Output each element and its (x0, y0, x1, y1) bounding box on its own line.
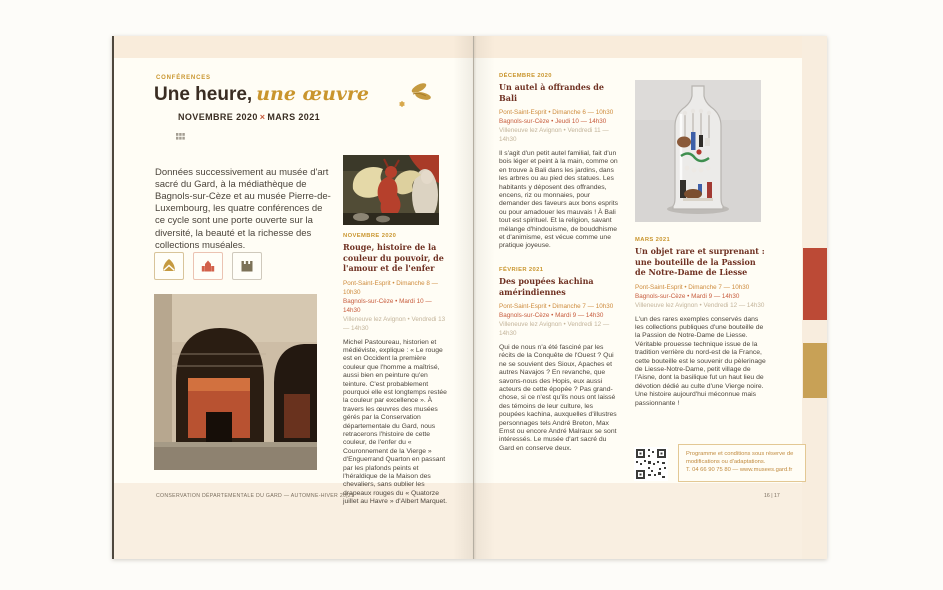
venue-badge-pont-saint-esprit (154, 252, 184, 280)
date-range (178, 112, 320, 122)
venue-badge-bagnols (193, 252, 223, 280)
castle-icon (239, 258, 255, 274)
center-fold-shadow (453, 36, 495, 559)
venue-badge-villeneuve (232, 252, 262, 280)
chapter-tab-gold (803, 343, 827, 398)
passion-bottle-photo (635, 80, 761, 222)
mitre-icon (161, 258, 177, 274)
chapter-tab-red (803, 248, 827, 320)
session-line: Bagnols-sur-Cèze • Jeudi 10 — 14h30 (499, 118, 607, 125)
date-range-start: NOVEMBRE 2020 (178, 112, 258, 122)
page-numbers: 16 | 17 (764, 493, 780, 499)
event-title: Des poupées kachina amérindiennes (499, 276, 594, 297)
session-line: Pont-Saint-Esprit • Dimanche 6 — 10h30 (499, 109, 614, 116)
session-line: Bagnols-sur-Cèze • Mardi 9 — 14h30 (635, 292, 740, 300)
qr-code (634, 447, 668, 481)
courtyard-photo (154, 294, 317, 470)
event-title: Rouge, histoire de la couleur du pouvoir, de l'amour et de l'enfer (343, 242, 444, 273)
leaves-icon (395, 80, 431, 112)
event-body: L'un des rares exemples conservés dans les collections publiques d'une bouteille de la Passion de Notre-Dame de Liesse. Véritable prouesse technique issue de la tradition verrière du nord-est de la France, cette bouteille est le souvenir du pèlerinage de Liesse-Notre-Dame, petit village de l'Aisne, dont la basilique fut un haut lieu de dévotion dédié au culte d'une Vierge noire. Une histoire aujourd'hui méconnue mais passionnante ! (635, 315, 766, 407)
session-line: Villeneuve lez Avignon • Vendredi 12 — 14h30 (635, 301, 765, 309)
session-line: Villeneuve lez Avignon • Vendredi 11 — 14h30 (499, 127, 609, 143)
page-title-main: Une heure, (154, 84, 253, 105)
page-title (154, 83, 369, 106)
event-title: Un autel à offrandes de Bali (499, 82, 604, 103)
event-month: NOVEMBRE 2020 (343, 233, 397, 239)
chapel-icon (200, 258, 216, 274)
date-range-end: MARS 2021 (267, 112, 321, 122)
conditions-text: Programme et conditions sous réserve de modifications ou d'adaptations. (686, 451, 794, 465)
session-line: Pont-Saint-Esprit • Dimanche 7 — 10h30 (635, 283, 750, 291)
section-kicker: CONFÉRENCES (156, 75, 211, 81)
event-sessions (499, 302, 620, 338)
event-body: Michel Pastoureau, historien et médiéviste, explique : « Le rouge est en Occident la première couleur que l'homme a maîtrisé, aussi bien en peinture qu'en teinture. C'est probablement pourquoi elle est longtemps restée la couleur par excellence ». À travers les œuvres des musées gérés par la Conservation départementale du Gard, nous retracerons l'histoire de cette couleur, de l'enfer du « Couronnement de la Vierge » d'Enguerrand Quarton en passant par les plafonds peints et l'héraldique de la Maison des chevaliers, sans oublier les drapeaux rouges du « Quatorze juillet au Havre » d'Albert Marquet. (343, 338, 448, 506)
grid-icon (176, 133, 185, 140)
page-title-accent: une œuvre (256, 83, 370, 105)
event-month: MARS 2021 (635, 237, 671, 243)
session-line: Bagnols-sur-Cèze • Mardi 9 — 14h30 (499, 312, 604, 319)
painting-image-devil-detail (343, 155, 439, 225)
session-line: Pont-Saint-Esprit • Dimanche 7 — 10h30 (499, 303, 614, 310)
event-mars (635, 237, 768, 408)
session-line: Villeneuve lez Avignon • Vendredi 12 — 14h30 (499, 321, 610, 337)
event-sessions (499, 108, 620, 144)
venue-badges (154, 252, 262, 280)
event-decembre (499, 73, 620, 251)
session-line: Bagnols-sur-Cèze • Mardi 10 — 14h30 (343, 297, 432, 314)
event-body: Il s'agit d'un petit autel familial, fait d'un bois léger et peint à la main, comme on en trouve à Bali dans les jardins, dans les arbres ou au pied des statues. Les habitants y déposent des offrandes, encens, riz ou monnaies, pour demander des faveurs aux bons esprits ou pour amadouer les mauvais ! À Bali tout est spirituel. Et la religion, savant mélange d'hindouisme, de bouddhisme et d'animisme, est vécue comme une pratique joyeuse. (499, 150, 619, 250)
magazine-spread-page (112, 36, 827, 559)
footer-publication-line: CONSERVATION DÉPARTEMENTALE DU GARD — AUTOMNE-HIVER 20|21 (156, 493, 355, 499)
event-sessions (343, 279, 449, 333)
conditions-notice-box (678, 444, 806, 482)
event-fevrier (499, 267, 620, 453)
conditions-contact: T. 04 66 90 75 80 — www.musees.gard.fr (686, 467, 793, 473)
event-novembre (343, 233, 449, 507)
event-body: Qui de nous n'a été fasciné par les récits de la Conquête de l'Ouest ? Qui ne se souvient des Sioux, Apaches et autres Navajos ? En revanche, que savons-nous des Hopis, eux aussi acteurs de cette épopée ? Pas grand-chose, si ce n'est qu'ils nous ont laissé des témoins de leur culture, les poupées kachina, auxquelles d'illustres personnages tels André Breton, Max Ernst ou encore André Malraux se sont intéressés. Le musée d'art sacré du Gard en conserve deux. (499, 344, 617, 452)
event-month: DÉCEMBRE 2020 (499, 73, 552, 79)
center-fold-line (473, 36, 474, 559)
session-line: Villeneuve lez Avignon • Vendredi 13 — 14h30 (343, 315, 446, 332)
date-range-separator: × (259, 112, 266, 122)
event-title: Un objet rare et surprenant : une bouteille de la Passion de Notre-Dame de Liesse (635, 246, 765, 277)
event-sessions (635, 283, 768, 310)
intro-paragraph: Données successivement au musée d'art sacré du Gard, à la médiathèque de Bagnols-sur-Cèze et au musée Pierre-de-Luxembourg, les quatre conférences de ce cycle sont une porte ouverte sur la diversité, la beauté et la richesse des collections muséales. (155, 166, 331, 251)
session-line: Pont-Saint-Esprit • Dimanche 8 — 10h30 (343, 279, 438, 296)
event-month: FÉVRIER 2021 (499, 267, 544, 273)
